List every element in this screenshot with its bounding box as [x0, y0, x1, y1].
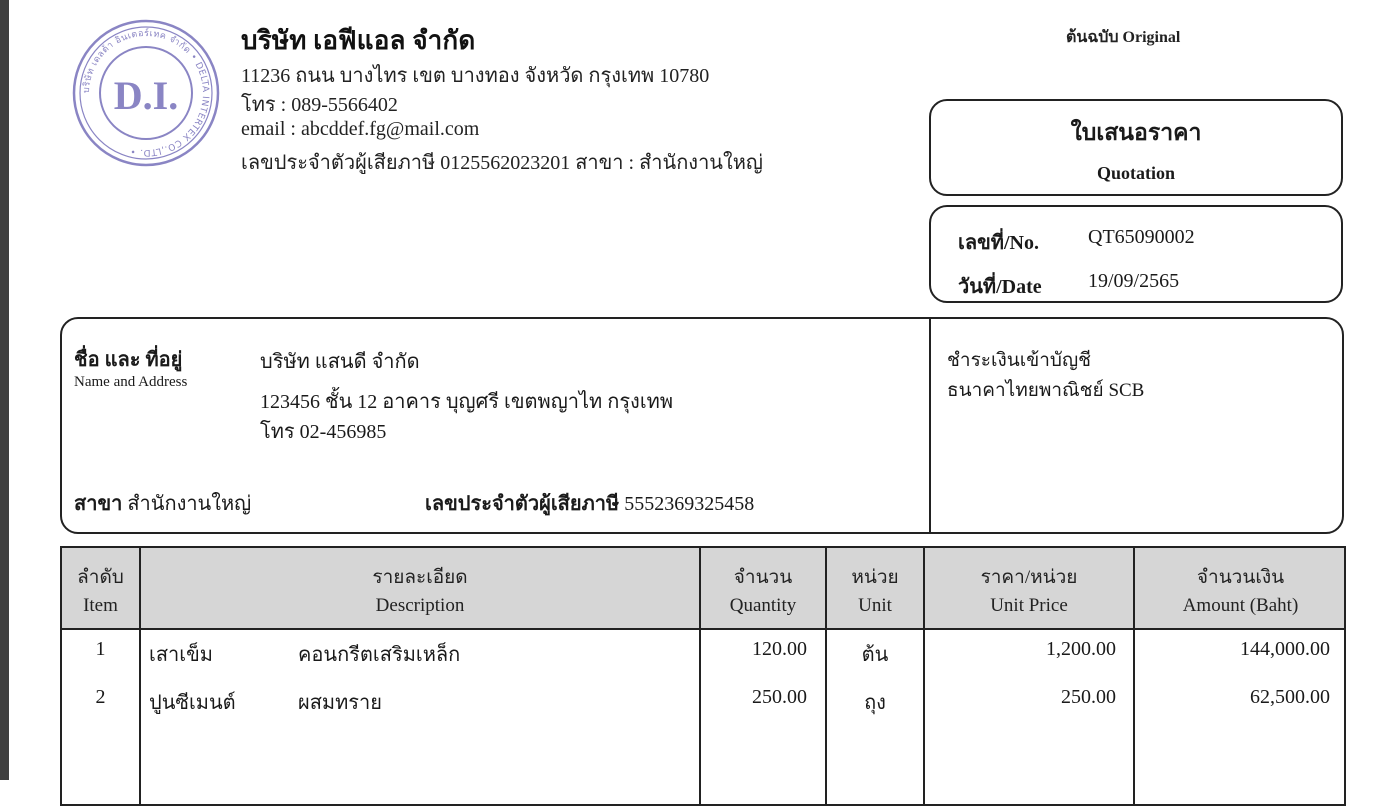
document-info-box	[929, 205, 1343, 303]
row-1-amount: 144,000.00	[1240, 638, 1330, 660]
document-title-thai: ใบเสนอราคา	[1070, 120, 1202, 145]
company-tax-line: เลขประจำตัวผู้เสียภาษี 0125562023201 สาขา : สำนักงานใหญ่	[241, 152, 763, 174]
header-unit-price-th: ราคา/หน่วย	[980, 567, 1078, 588]
customer-box-divider	[929, 319, 931, 532]
row-2-amount: 62,500.00	[1250, 686, 1330, 708]
doc-date-label: วันที่/Date	[958, 276, 1042, 298]
payment-bank: ธนาคาไทยพาณิชย์ SCB	[947, 380, 1145, 401]
header-unit-en: Unit	[858, 595, 892, 616]
row-1-name: เสาเข็ม	[149, 644, 213, 666]
company-name: บริษัท เอฟีแอล จำกัด	[241, 26, 476, 55]
customer-tax-id	[425, 487, 754, 519]
items-table	[60, 546, 1346, 806]
company-email: email : abcddef.fg@mail.com	[241, 118, 480, 140]
customer-box	[60, 317, 1344, 534]
header-item	[62, 564, 139, 620]
doc-number-value: QT65090002	[1088, 226, 1195, 248]
table-header-divider	[62, 628, 1344, 630]
company-phone: โทร : 089-5566402	[241, 94, 398, 116]
company-stamp	[71, 18, 221, 168]
row-1-unit-price: 1,200.00	[1046, 638, 1116, 660]
original-copy-label: ต้นฉบับ Original	[1066, 29, 1181, 46]
header-unit-price	[925, 564, 1133, 620]
viewer-edge	[0, 0, 9, 780]
document-title-box	[929, 99, 1343, 196]
document-title-english: Quotation	[1096, 163, 1175, 183]
header-quantity-th: จำนวน	[733, 567, 793, 588]
header-item-th: ลำดับ	[77, 567, 124, 588]
header-item-en: Item	[83, 595, 118, 616]
company-address: 11236 ถนน บางไทร เขต บางทอง จังหวัด กรุงเทพ 10780	[241, 65, 710, 87]
row-1-detail: คอนกรีตเสริมเหล็ก	[298, 644, 461, 666]
header-unit-price-en: Unit Price	[990, 595, 1068, 616]
payment-label: ชำระเงินเข้าบัญชี	[947, 350, 1092, 371]
row-2-name: ปูนซีเมนต์	[149, 692, 236, 714]
doc-date-value: 19/09/2565	[1088, 270, 1180, 292]
customer-name: บริษัท แสนดี จำกัด	[260, 351, 420, 373]
customer-label-english: Name and Address	[74, 374, 188, 390]
header-amount-th: จำนวนเงิน	[1196, 567, 1285, 588]
row-1-quantity: 120.00	[752, 638, 807, 660]
doc-number-label: เลขที่/No.	[958, 232, 1039, 254]
header-description	[141, 564, 699, 620]
header-amount	[1135, 564, 1346, 620]
header-description-en: Description	[375, 595, 465, 616]
row-1-item: 1	[95, 638, 106, 660]
tax-id-value: 5552369325458	[624, 493, 755, 515]
customer-branch	[74, 487, 251, 519]
tax-id-label: เลขประจำตัวผู้เสียภาษี	[425, 493, 620, 515]
stamp-initials: D.I.	[113, 73, 179, 118]
header-unit-th: หน่วย	[851, 567, 899, 588]
header-amount-en: Amount (Baht)	[1182, 595, 1299, 616]
row-1-unit: ต้น	[861, 644, 889, 666]
row-2-quantity: 250.00	[752, 686, 807, 708]
row-2-item: 2	[95, 686, 106, 708]
customer-address: 123456 ชั้น 12 อาคาร บุญศรี เขตพญาไท กรุงเทพ	[260, 391, 674, 413]
header-quantity-en: Quantity	[729, 595, 797, 616]
branch-label: สาขา	[74, 493, 123, 515]
row-2-unit-price: 250.00	[1061, 686, 1116, 708]
header-quantity	[701, 564, 825, 620]
header-unit	[827, 564, 923, 620]
branch-value: สำนักงานใหญ่	[127, 493, 252, 515]
stamp-ring-text: บริษัท เดลต้า อินเตอร์เทค จำกัด • DELTA INTERTEX CO.,LTD. •	[81, 28, 211, 158]
header-description-th: รายละเอียด	[372, 567, 468, 588]
row-2-detail: ผสมทราย	[298, 692, 382, 714]
row-2-unit: ถุง	[864, 692, 886, 714]
customer-phone: โทร 02-456985	[260, 421, 387, 443]
customer-label-thai: ชื่อ และ ที่อยู่	[74, 349, 183, 371]
